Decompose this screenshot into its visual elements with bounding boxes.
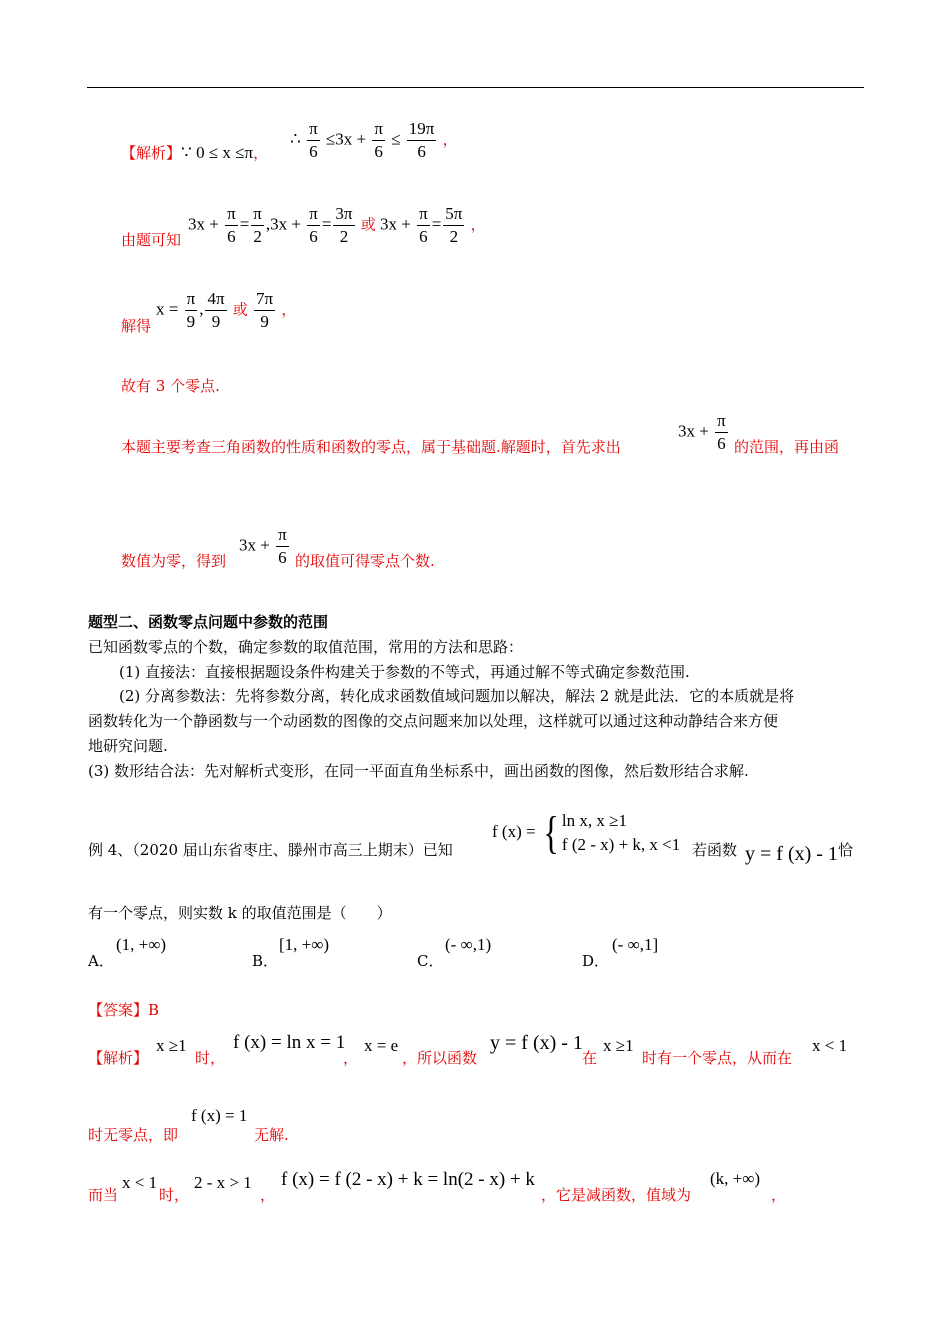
example-question: 有一个零点，则实数 k 的取值范围是（ ） [88, 904, 392, 922]
numerator: 4π [205, 288, 226, 311]
math: f (x) = ln x = 1 [233, 1032, 346, 1053]
numerator: π [251, 203, 264, 226]
text: ，所以函数 [402, 1049, 478, 1067]
math-inequality-1 [290, 118, 458, 163]
denominator: 9 [186, 312, 196, 331]
text: 时， [159, 1186, 190, 1204]
numerator: π [185, 288, 198, 311]
option-c[interactable] [417, 951, 443, 971]
option-letter: D． [582, 952, 610, 970]
comma: ， [281, 302, 297, 319]
numerator: π [225, 203, 238, 226]
brace: { ln x, x ≥1 f (2 - x) + k, x <1 [543, 807, 681, 858]
math-3x-pi6 [678, 410, 730, 455]
expr-3x: 3x + [270, 214, 301, 234]
text: 而当 [88, 1186, 119, 1204]
x-equals: x = [156, 299, 179, 319]
example-mid: 若函数 [692, 841, 738, 859]
text: ，它是减函数，值域为 [541, 1186, 692, 1204]
section-heading: 题型二、函数零点问题中参数的范围 [88, 613, 329, 631]
denominator: 9 [211, 312, 221, 331]
denominator: 6 [309, 142, 318, 161]
denominator: 9 [260, 312, 269, 331]
line3-prefix: 解得 [121, 317, 152, 335]
math-3x-pi6 [239, 524, 291, 569]
text: 时， [195, 1049, 226, 1067]
frac [333, 203, 354, 248]
frac [225, 203, 238, 248]
numerator: 3π [333, 203, 354, 226]
method-2-cont: 地研究问题. [88, 737, 168, 755]
section-intro: 已知函数零点的个数，确定参数的取值范围，常用的方法和思路： [88, 638, 524, 656]
numerator: π [417, 203, 430, 226]
frac [251, 203, 264, 248]
denominator: 2 [339, 227, 349, 246]
le-sign: ≤ [325, 129, 336, 149]
answer-value: B [148, 1001, 160, 1019]
denominator: 6 [227, 227, 236, 246]
math: x < 1 [812, 1036, 848, 1055]
text: 在 [582, 1049, 598, 1067]
numerator: π [307, 203, 320, 226]
example-prefix: 例 4、（2020 届山东省枣庄、滕州市高三上期末）已知 [88, 841, 453, 859]
fx-label: f (x) = [492, 821, 536, 841]
option-a-value: (1, +∞) [116, 935, 167, 954]
analysis-line-1 [121, 143, 268, 163]
summary-line-2a: 数值为零，得到 [121, 552, 227, 570]
frac [715, 410, 728, 455]
denominator: 6 [374, 142, 383, 161]
option-letter: C． [417, 952, 444, 970]
frac [417, 203, 430, 248]
piecewise-function [492, 809, 680, 857]
math: x ≥1 [156, 1036, 187, 1055]
numerator: 7π [254, 288, 275, 311]
comma: ， [343, 1049, 359, 1067]
denominator: 6 [417, 142, 426, 161]
line2-prefix: 由题可知 [121, 231, 182, 249]
comma: ， [260, 1186, 276, 1204]
summary-line-1a: 本题主要考查三角函数的性质和函数的零点，属于基础题.解题时，首先求出 [121, 438, 621, 456]
summary-line-2b: 的取值可得零点个数. [295, 552, 435, 570]
method-3: (3) 数形结合法：先对解析式变形，在同一平面直角坐标系中，画出函数的图像，然后数形结合求解. [88, 762, 749, 780]
math: f (x) = f (2 - x) + k = ln(2 - x) + k [281, 1169, 535, 1190]
summary-line-1b: 的范围，再由函 [734, 438, 840, 456]
math-y-fx-1: y = f (x) - 1 [745, 843, 838, 865]
numerator: 5π [443, 203, 464, 226]
math: (k, +∞) [710, 1169, 761, 1188]
option-a[interactable] [88, 951, 114, 971]
comma: ， [470, 217, 486, 234]
math: x ≥1 [603, 1036, 634, 1055]
option-letter: B． [252, 952, 279, 970]
expr-3x: 3x + [335, 129, 367, 149]
numerator: π [715, 410, 728, 433]
method-1: (1) 直接法：直接根据题设条件构建关于参数的不等式，再通过解不等式确定参数范围. [119, 663, 690, 681]
solution-tag: 【解析】 [88, 1049, 149, 1067]
math: 2 - x > 1 [194, 1173, 252, 1192]
or-text: 或 [360, 217, 376, 234]
case-2: f (2 - x) + k, x <1 [561, 835, 681, 854]
option-letter: A． [88, 952, 114, 970]
le-sign: ≤ [391, 129, 401, 149]
option-b[interactable] [252, 951, 278, 971]
frac-pi-6 [307, 118, 320, 163]
option-c-value: (- ∞,1) [445, 935, 492, 954]
denominator: 6 [717, 434, 726, 453]
frac [276, 524, 289, 569]
math-line-2: 3x + $\frac{\pi}{6}$ = $\frac{\pi}{2}$ ,3x + $\frac{\pi}{6}$ = $\frac{3\pi}{2}$ 或 3x + $\frac{\pi}{6}$ = $\frac{5\pi}{2}$ ， [188, 204, 486, 246]
example-suffix: 恰 [838, 841, 854, 859]
frac [307, 203, 320, 248]
expr-3x: 3x + [239, 535, 270, 555]
math: x = e [364, 1036, 399, 1055]
therefore-sign: ∴ [290, 129, 301, 149]
method-2-cont: 函数转化为一个静函数与一个动函数的图像的交点问题来加以处理，这样就可以通过这种动静结合来方便 [88, 712, 779, 730]
numerator: π [276, 524, 289, 547]
expr-3x: 3x + [380, 214, 411, 234]
answer-line [88, 1000, 159, 1020]
text: 时有一个零点，从而在 [642, 1049, 793, 1067]
math: f (x) = 1 [191, 1106, 248, 1125]
option-d[interactable] [582, 951, 609, 971]
math: y = f (x) - 1 [490, 1032, 583, 1054]
case-1: ln x, x ≥1 [561, 811, 627, 830]
or-text: 或 [232, 302, 248, 319]
comma: ， [253, 144, 269, 162]
expr-3x: 3x + [678, 421, 709, 441]
denominator: 6 [278, 548, 287, 567]
numerator: π [307, 118, 320, 141]
comma: ， [442, 132, 458, 149]
analysis-tag: 【解析】 [121, 144, 182, 162]
frac [205, 288, 226, 333]
math-line-3: x = $\frac{\pi}{9}$ , $\frac{4\pi}{9}$ 或 $\frac{7\pi}{9}$ ， [156, 289, 297, 331]
method-2: (2) 分离参数法：先将参数分离，转化成求函数值域问题加以解决，解法 2 就是此法．它的本质就是将 [119, 687, 795, 705]
frac [185, 288, 198, 333]
comma: ， [771, 1186, 787, 1204]
header-rule [87, 87, 864, 88]
denominator: 2 [253, 227, 262, 246]
denominator: 6 [419, 227, 428, 246]
numerator: 19π [407, 118, 437, 141]
zero-count-text: 故有 3 个零点. [121, 377, 220, 395]
denominator: 6 [309, 227, 318, 246]
numerator: π [372, 118, 385, 141]
frac-19pi-6 [407, 118, 437, 163]
frac [443, 203, 464, 248]
frac-pi-6 [372, 118, 385, 163]
denominator: 2 [449, 227, 459, 246]
answer-tag: 【答案】 [88, 1001, 149, 1019]
text: 时无零点，即 [88, 1126, 179, 1144]
option-d-value: (- ∞,1] [612, 935, 659, 954]
expr-3x: 3x + [188, 214, 219, 234]
math: x < 1 [122, 1173, 158, 1192]
math-domain: ∵ 0 ≤ x ≤π [181, 143, 254, 162]
option-b-value: [1, +∞) [279, 935, 330, 954]
frac [254, 288, 275, 333]
text: 无解. [254, 1126, 289, 1144]
